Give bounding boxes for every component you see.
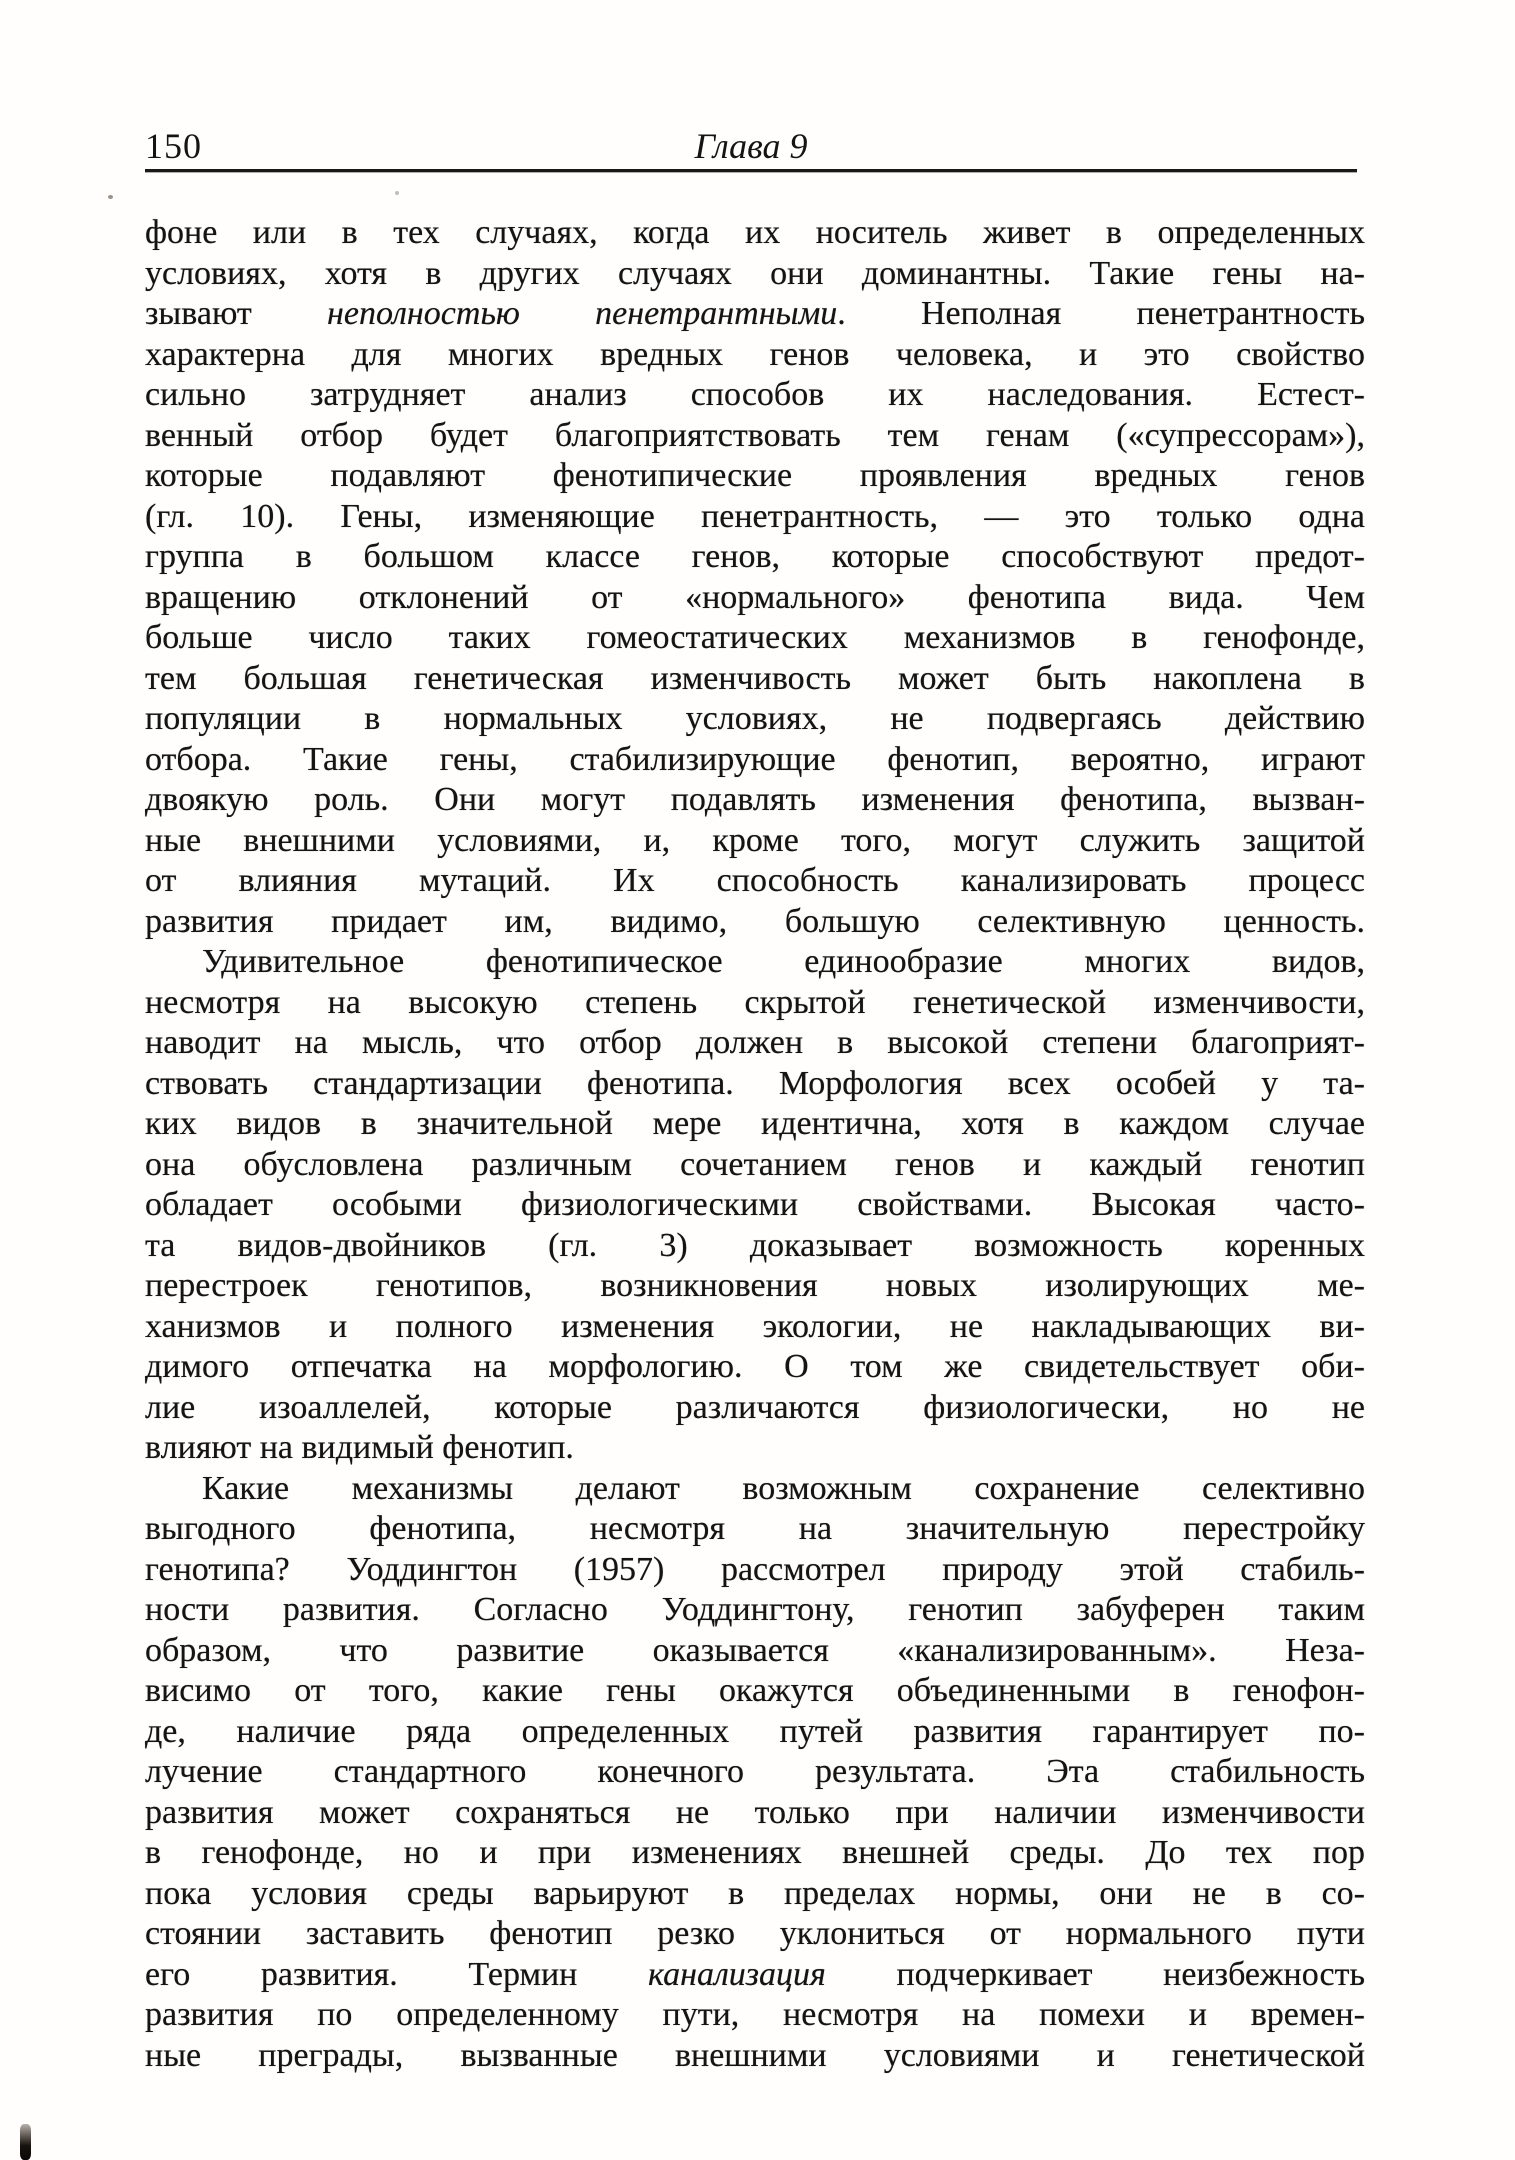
text-run: выгодного фенотипа, несмотря на значительную перестройку <box>145 1510 1365 1547</box>
text-line <box>145 1833 1365 1874</box>
text-run: перестроек генотипов, возникновения новых изолирующих ме- <box>145 1267 1365 1304</box>
text-run: ких видов в значительной мере идентична, хотя в каждом случае <box>145 1105 1365 1142</box>
text-line <box>145 1955 1365 1996</box>
text-line <box>145 861 1365 902</box>
text-run: ные преграды, вызванные внешними условиями и генетической <box>145 2036 1365 2074</box>
text-line <box>145 1995 1365 2036</box>
text-line <box>145 1266 1365 1307</box>
text-line <box>145 902 1365 943</box>
text-run: . Неполная пенетрантность <box>837 295 1365 332</box>
text-line <box>145 659 1365 700</box>
text-line <box>145 1631 1365 1672</box>
text-run: димого отпечатка на морфологию. О том же свидетельствует оби- <box>145 1348 1365 1385</box>
text-line <box>145 375 1365 416</box>
text-run: лучение стандартного конечного результата. Эта стабильность <box>145 1753 1365 1790</box>
text-run: характерна для многих вредных генов человека, и это свойство <box>145 335 1365 373</box>
ink-mark <box>20 2124 31 2160</box>
text-run: сильно затрудняет анализ способов их наследования. Естест- <box>145 376 1365 413</box>
text-line <box>145 618 1365 659</box>
text-run: образом, что развитие оказывается «канализированным». Неза- <box>145 1631 1365 1669</box>
text-run: стоянии заставить фенотип резко уклониться от нормального пути <box>145 1915 1365 1952</box>
text-run: от влияния мутаций. Их способность канализировать процесс <box>145 862 1365 899</box>
running-header <box>145 126 1357 172</box>
text-line <box>145 578 1365 619</box>
text-run: висимо от того, какие гены окажутся объединенными в генофон- <box>145 1672 1365 1709</box>
text-run: тем большая генетическая изменчивость может быть накоплена в <box>145 659 1365 697</box>
text-lines <box>145 213 1365 2076</box>
text-run: де, наличие ряда определенных путей развития гарантирует по- <box>145 1712 1365 1750</box>
scan-speck <box>395 191 399 195</box>
text-run: условиях, хотя в других случаях они доминантны. Такие гены на- <box>145 254 1365 292</box>
text-run: подчеркивает неизбежность <box>825 1955 1366 1993</box>
text-line <box>145 1023 1365 1064</box>
text-run: развития может сохраняться не только при наличии изменчивости <box>145 1793 1365 1831</box>
text-line <box>145 740 1365 781</box>
text-run: обладает особыми физиологическими свойствами. Высокая часто- <box>145 1186 1365 1223</box>
text-run: та видов-двойников (гл. 3) доказывает возможность коренных <box>145 1226 1365 1264</box>
text-line <box>145 1347 1365 1388</box>
chapter-title: Глава 9 <box>694 126 808 166</box>
text-run: она обусловлена различным сочетанием генов и каждый генотип <box>145 1145 1365 1183</box>
text-run: развития придает им, видимо, большую селективную ценность. <box>145 902 1365 940</box>
text-run: его развития. Термин <box>145 1955 649 1993</box>
text-line <box>145 1307 1365 1348</box>
text-line <box>145 335 1365 376</box>
text-line <box>145 1793 1365 1834</box>
text-line <box>145 1914 1365 1955</box>
text-run: лие изоаллелей, которые различаются физиологически, но не <box>145 1388 1365 1426</box>
text-line <box>145 1874 1365 1915</box>
text-line <box>145 254 1365 295</box>
text-line <box>145 1712 1365 1753</box>
text-line <box>145 1388 1365 1429</box>
text-line <box>145 699 1365 740</box>
header-rule <box>145 169 1357 172</box>
text-run: ханизмов и полного изменения экологии, не накладывающих ви- <box>145 1307 1365 1345</box>
text-line <box>145 1671 1365 1712</box>
text-run: двоякую роль. Они могут подавлять изменения фенотипа, вызван- <box>145 781 1365 818</box>
italic-term: неполностью пенетрантными <box>327 295 838 332</box>
text-line <box>145 1185 1365 1226</box>
text-run: влияют на видимый фенотип. <box>145 1429 574 1466</box>
text-run: Какие механизмы делают возможным сохранение селективно <box>202 1469 1365 1507</box>
text-run: ности развития. Согласно Уоддингтону, генотип забуферен таким <box>145 1591 1365 1628</box>
text-line <box>145 1590 1365 1631</box>
text-line <box>145 780 1365 821</box>
text-line <box>145 1145 1365 1186</box>
page-number: 150 <box>145 126 202 166</box>
text-line <box>145 1550 1365 1591</box>
text-run: развития по определенному пути, несмотря на помехи и времен- <box>145 1996 1365 2033</box>
text-run: отбора. Такие гены, стабилизирующие фенотип, вероятно, играют <box>145 740 1365 778</box>
text-run: (гл. 10). Гены, изменяющие пенетрантность, — это только одна <box>145 497 1365 535</box>
text-line <box>145 1752 1365 1793</box>
text-line <box>145 1469 1365 1510</box>
text-run: ные внешними условиями, и, кроме того, могут служить защитой <box>145 821 1365 859</box>
text-run: наводит на мысль, что отбор должен в высокой степени благоприят- <box>145 1024 1365 1061</box>
text-run: группа в большом классе генов, которые способствуют предот- <box>145 538 1365 575</box>
text-line <box>145 1428 1365 1469</box>
text-line <box>145 821 1365 862</box>
text-run: венный отбор будет благоприятствовать тем генам («супрессорам»), <box>145 416 1365 454</box>
text-run: пока условия среды варьируют в пределах нормы, они не в со- <box>145 1874 1365 1912</box>
text-run: в генофонде, но и при изменениях внешней среды. До тех пор <box>145 1834 1365 1871</box>
text-run: генотипа? Уоддингтон (1957) рассмотрел природу этой стабиль- <box>145 1550 1365 1588</box>
text-line <box>145 983 1365 1024</box>
text-run: вращению отклонений от «нормального» фенотипа вида. Чем <box>145 578 1365 616</box>
text-line <box>145 1104 1365 1145</box>
text-line <box>145 294 1365 335</box>
text-line <box>145 1226 1365 1267</box>
text-line <box>145 942 1365 983</box>
scan-speck <box>108 195 113 199</box>
text-run: несмотря на высокую степень скрытой генетической изменчивости, <box>145 983 1365 1021</box>
text-run: которые подавляют фенотипические проявления вредных генов <box>145 457 1365 494</box>
page-body <box>145 213 1365 2076</box>
text-line <box>145 213 1365 254</box>
italic-term: канализация <box>648 1955 826 1993</box>
text-run: популяции в нормальных условиях, не подвергаясь действию <box>145 700 1365 737</box>
text-run: Удивительное фенотипическое единообразие многих видов, <box>202 943 1365 980</box>
text-line <box>145 456 1365 497</box>
text-line <box>145 537 1365 578</box>
text-line <box>145 416 1365 457</box>
text-line <box>145 2036 1365 2077</box>
text-run: фоне или в тех случаях, когда их носитель живет в определенных <box>145 214 1365 251</box>
text-run: больше число таких гомеостатических механизмов в генофонде, <box>145 619 1365 656</box>
text-run: ствовать стандартизации фенотипа. Морфология всех особей у та- <box>145 1064 1365 1102</box>
text-run: зывают <box>145 295 327 332</box>
text-line <box>145 1064 1365 1105</box>
text-line <box>145 497 1365 538</box>
text-line <box>145 1509 1365 1550</box>
